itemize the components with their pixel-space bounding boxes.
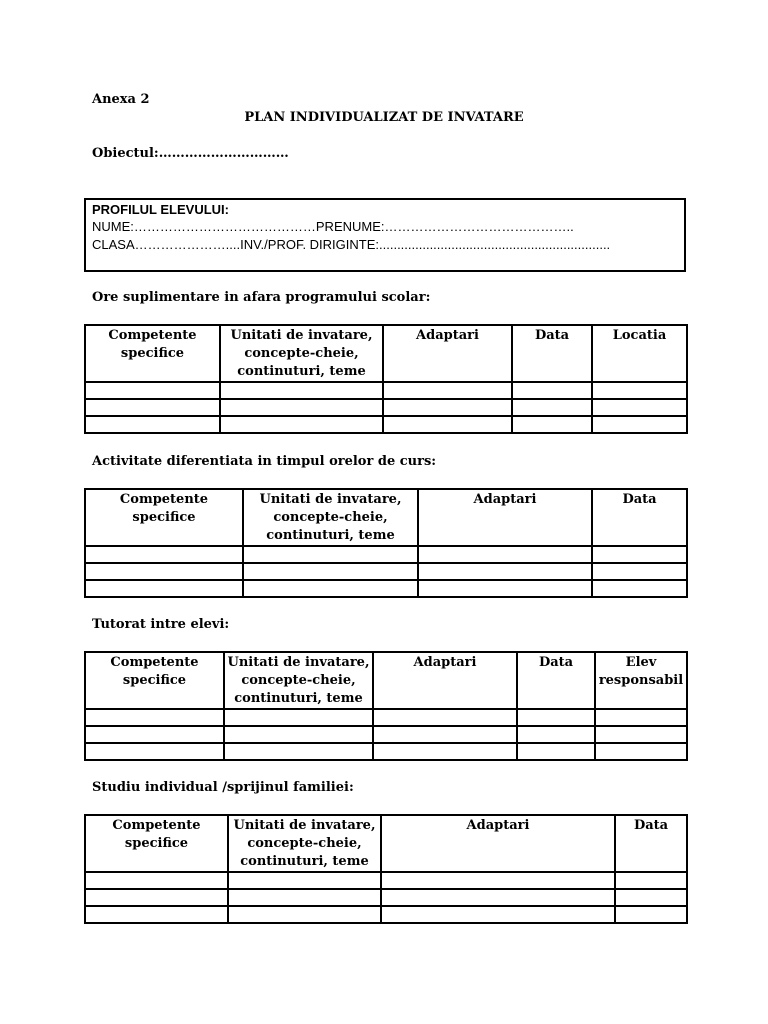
blank-cell[interactable] <box>615 872 687 889</box>
blank-cell[interactable] <box>85 382 220 399</box>
blank-cell[interactable] <box>243 580 418 597</box>
header-cell: Adaptari <box>381 815 615 872</box>
blank-cell[interactable] <box>615 906 687 923</box>
blank-cell[interactable] <box>85 416 220 433</box>
blank-cell[interactable] <box>592 382 687 399</box>
blank-cell[interactable] <box>85 872 228 889</box>
blank-cell[interactable] <box>381 889 615 906</box>
blank-cell[interactable] <box>228 889 381 906</box>
blank-cell[interactable] <box>224 709 373 726</box>
blank-cell[interactable] <box>595 709 687 726</box>
blank-cell[interactable] <box>373 726 517 743</box>
section-label-individual-study: Studiu individual /sprijinul familiei: <box>92 780 354 795</box>
blank-cell[interactable] <box>418 580 592 597</box>
student-profile-box <box>84 198 686 272</box>
blank-cell[interactable] <box>595 726 687 743</box>
blank-cell[interactable] <box>373 743 517 760</box>
blank-cell[interactable] <box>381 906 615 923</box>
header-cell: Locatia <box>592 325 687 382</box>
header-cell: Data <box>592 489 687 546</box>
blank-cell[interactable] <box>592 416 687 433</box>
blank-cell[interactable] <box>220 416 383 433</box>
table-row <box>85 580 687 597</box>
blank-cell[interactable] <box>512 382 592 399</box>
blank-cell[interactable] <box>592 563 687 580</box>
header-cell: Competente specifice <box>85 652 224 709</box>
blank-cell[interactable] <box>418 546 592 563</box>
section-label-peer-tutoring: Tutorat intre elevi: <box>92 617 230 632</box>
blank-cell[interactable] <box>85 580 243 597</box>
blank-cell[interactable] <box>383 416 512 433</box>
blank-cell[interactable] <box>85 906 228 923</box>
table-header-row <box>85 652 687 709</box>
header-cell: Data <box>517 652 595 709</box>
table-extra-hours <box>84 324 688 434</box>
blank-cell[interactable] <box>85 743 224 760</box>
header-cell: Data <box>512 325 592 382</box>
header-cell: Unitati de invatare, concepte-cheie, continuturi, teme <box>243 489 418 546</box>
blank-cell[interactable] <box>517 743 595 760</box>
blank-cell[interactable] <box>85 546 243 563</box>
header-cell: Competente specifice <box>85 815 228 872</box>
header-cell: Competente specifice <box>85 325 220 382</box>
blank-cell[interactable] <box>85 726 224 743</box>
table-row <box>85 709 687 726</box>
blank-cell[interactable] <box>373 709 517 726</box>
blank-cell[interactable] <box>85 889 228 906</box>
table-header-row <box>85 815 687 872</box>
header-cell: Unitati de invatare, concepte-cheie, continuturi, teme <box>228 815 381 872</box>
blank-cell[interactable] <box>243 563 418 580</box>
blank-cell[interactable] <box>595 743 687 760</box>
table-row <box>85 872 687 889</box>
blank-cell[interactable] <box>592 580 687 597</box>
blank-cell[interactable] <box>220 399 383 416</box>
section-label-extra-hours: Ore suplimentare in afara programului scolar: <box>92 290 431 305</box>
blank-cell[interactable] <box>85 563 243 580</box>
blank-cell[interactable] <box>228 906 381 923</box>
header-cell: Elev responsabil <box>595 652 687 709</box>
subject-field: Obiectul:………………………… <box>92 146 289 161</box>
table-header-row <box>85 325 687 382</box>
name-surname-line: NUME:……………………………………PRENUME:…………………………………….. <box>92 219 574 234</box>
blank-cell[interactable] <box>383 399 512 416</box>
table-header-row <box>85 489 687 546</box>
blank-cell[interactable] <box>224 743 373 760</box>
header-cell: Data <box>615 815 687 872</box>
blank-cell[interactable] <box>228 872 381 889</box>
table-row <box>85 399 687 416</box>
header-cell: Competente specifice <box>85 489 243 546</box>
blank-cell[interactable] <box>224 726 373 743</box>
page-title: PLAN INDIVIDUALIZAT DE INVATARE <box>244 110 524 125</box>
table-row <box>85 726 687 743</box>
blank-cell[interactable] <box>615 889 687 906</box>
blank-cell[interactable] <box>592 546 687 563</box>
table-row <box>85 743 687 760</box>
blank-cell[interactable] <box>512 399 592 416</box>
table-row <box>85 563 687 580</box>
table-peer-tutoring <box>84 651 688 761</box>
blank-cell[interactable] <box>381 872 615 889</box>
class-teacher-line: CLASA…………………....INV./PROF. DIRIGINTE:................................................................ <box>92 237 611 252</box>
blank-cell[interactable] <box>243 546 418 563</box>
blank-cell[interactable] <box>512 416 592 433</box>
blank-cell[interactable] <box>517 709 595 726</box>
table-differentiated-activity <box>84 488 688 598</box>
table-row <box>85 906 687 923</box>
blank-cell[interactable] <box>592 399 687 416</box>
blank-cell[interactable] <box>418 563 592 580</box>
table-row <box>85 382 687 399</box>
header-cell: Adaptari <box>373 652 517 709</box>
table-row <box>85 889 687 906</box>
profile-heading: PROFILUL ELEVULUI: <box>92 202 229 217</box>
header-cell: Unitati de invatare, concepte-cheie, continuturi, teme <box>224 652 373 709</box>
annex-label: Anexa 2 <box>92 92 150 107</box>
section-label-differentiated-activity: Activitate diferentiata in timpul orelor de curs: <box>92 454 437 469</box>
table-row <box>85 546 687 563</box>
table-individual-study <box>84 814 688 924</box>
table-row <box>85 416 687 433</box>
header-cell: Unitati de invatare, concepte-cheie, continuturi, teme <box>220 325 383 382</box>
blank-cell[interactable] <box>220 382 383 399</box>
header-cell: Adaptari <box>418 489 592 546</box>
blank-cell[interactable] <box>85 399 220 416</box>
header-cell: Adaptari <box>383 325 512 382</box>
blank-cell[interactable] <box>85 709 224 726</box>
blank-cell[interactable] <box>517 726 595 743</box>
blank-cell[interactable] <box>383 382 512 399</box>
